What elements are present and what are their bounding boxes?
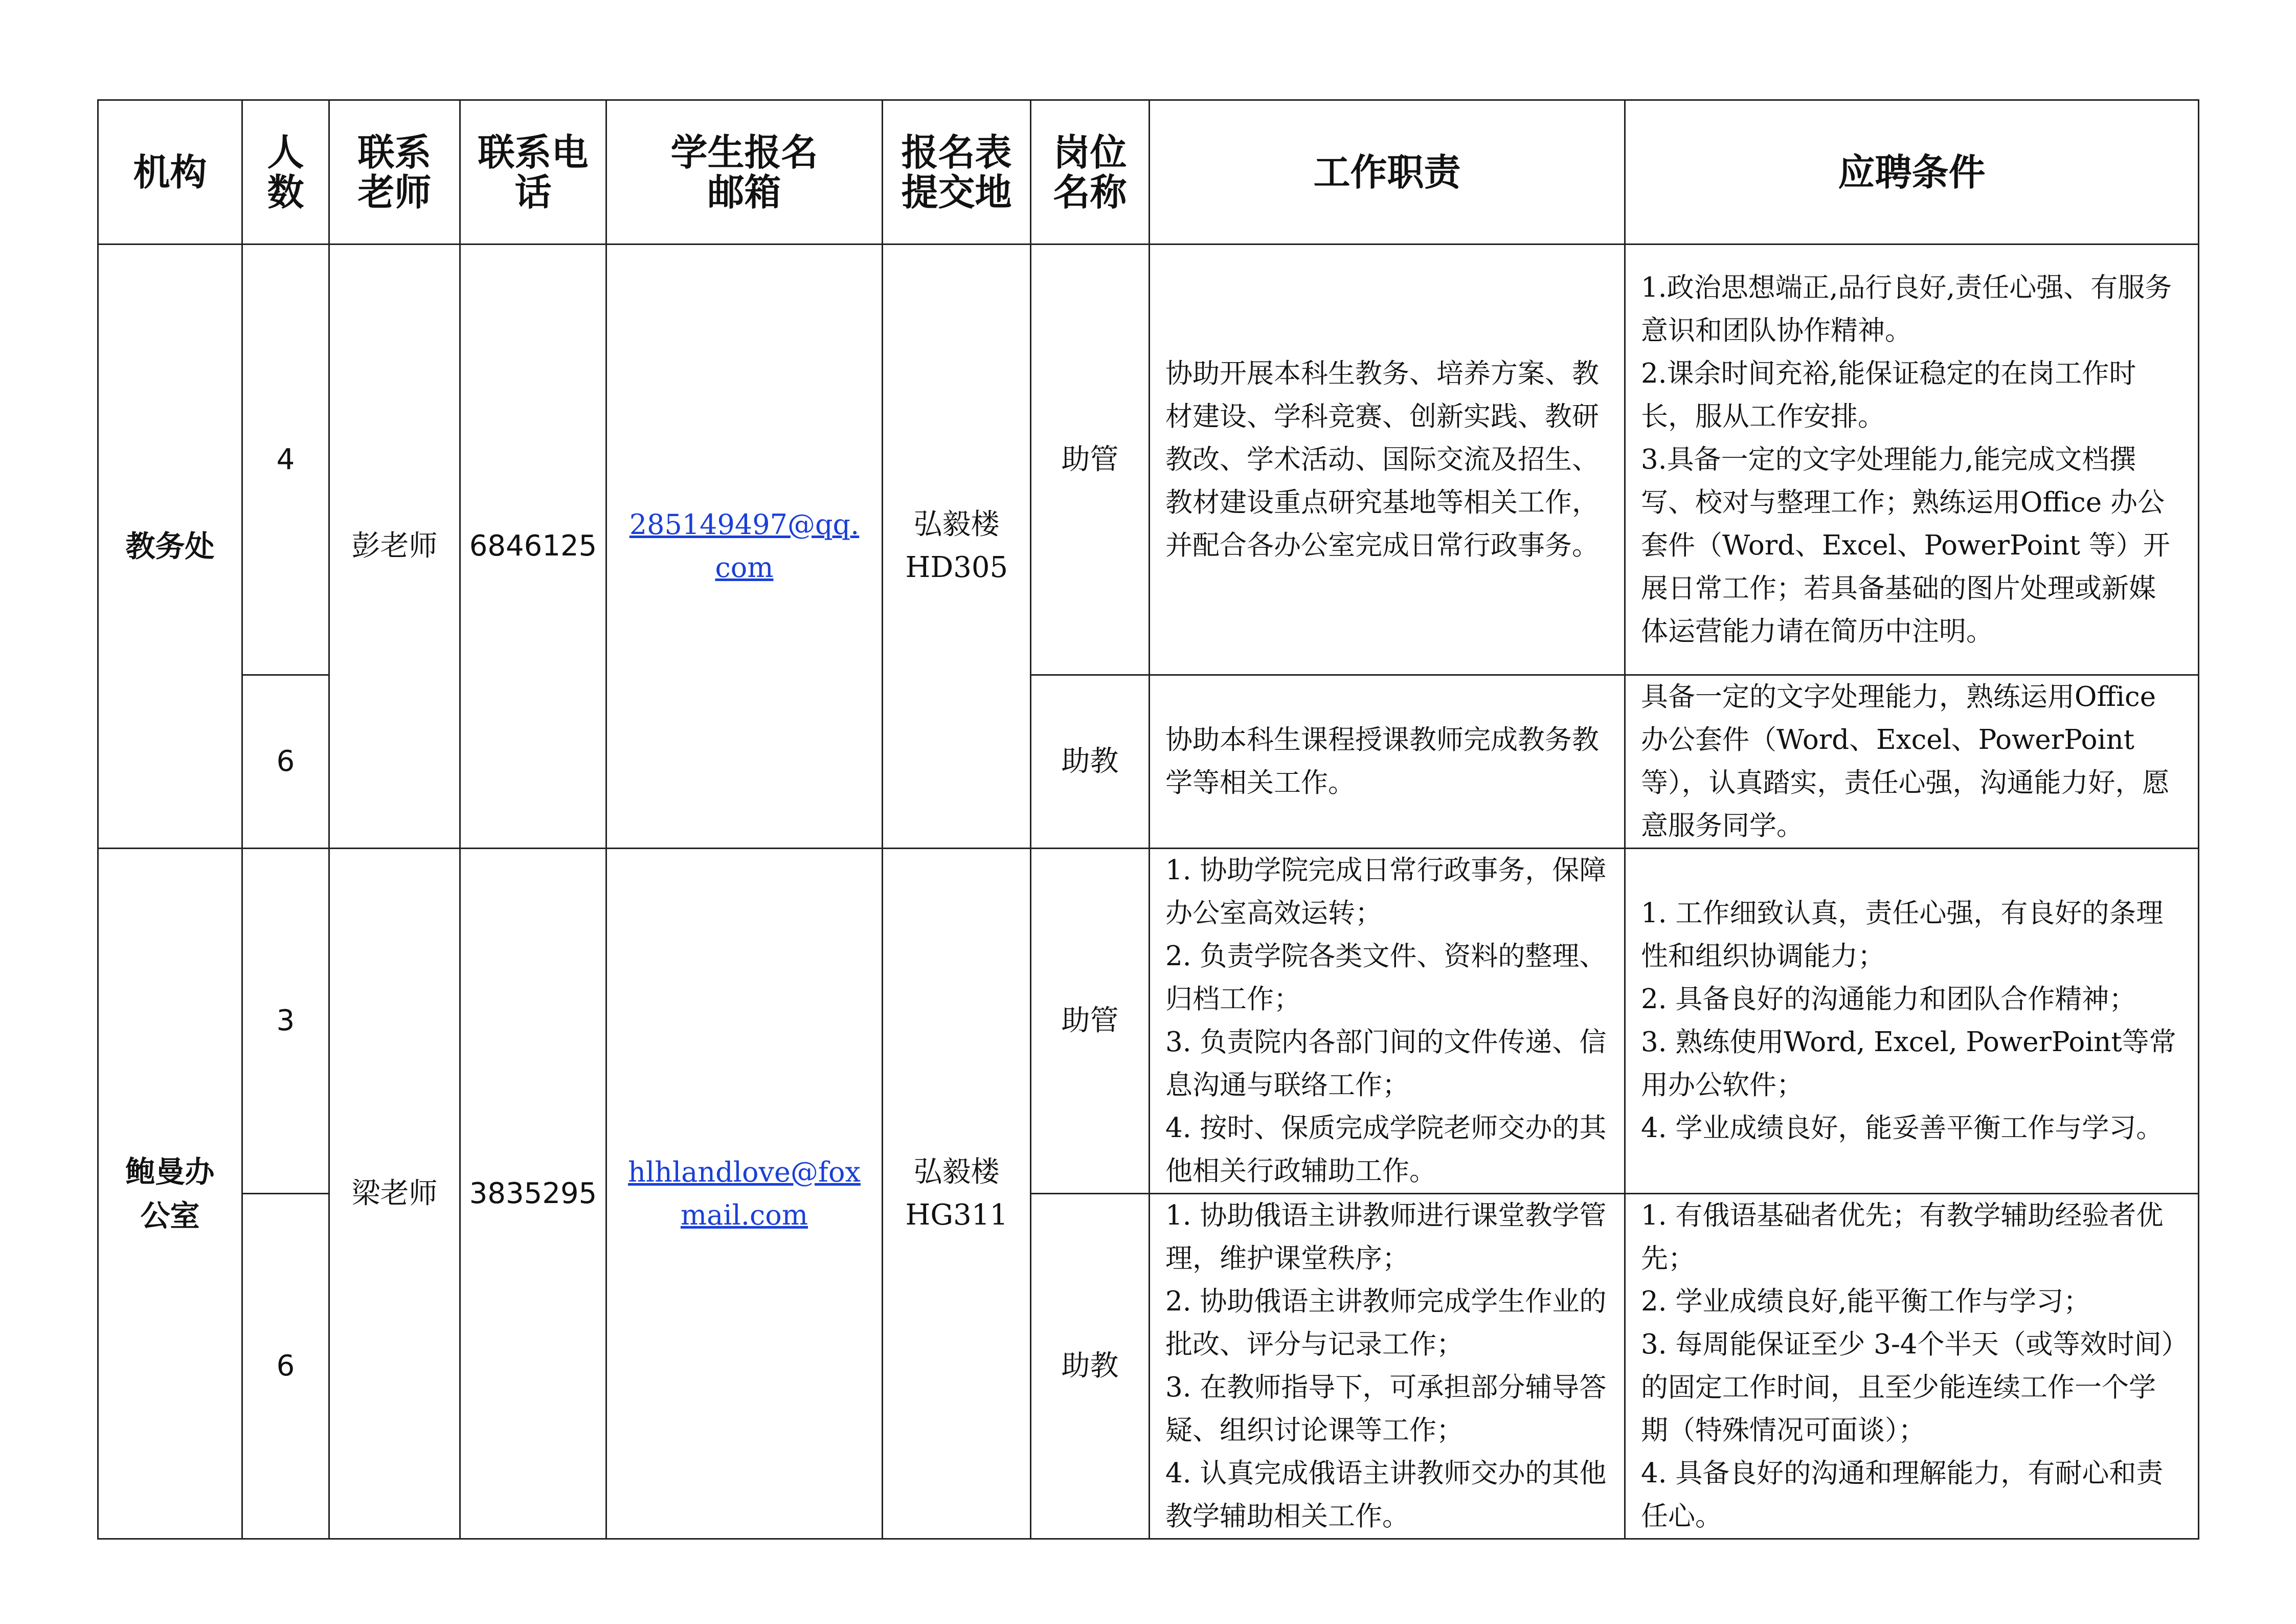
requirement-item: 1.政治思想端正,品行良好,责任心强、有服务意识和团队协作精神。 bbox=[1641, 272, 2172, 346]
header-email: 学生报名邮箱 bbox=[606, 100, 883, 244]
requirement-item: 1. 有俄语基础者优先；有教学辅助经验者优先； bbox=[1641, 1200, 2164, 1274]
header-row bbox=[98, 100, 2199, 244]
org-name: 教务处 bbox=[98, 244, 242, 849]
duty-item: 1. 协助俄语主讲教师进行课堂教学管理，维护课堂秩序； bbox=[1165, 1200, 1607, 1274]
table-row bbox=[98, 244, 2199, 675]
requirement-item: 具备一定的文字处理能力，熟练运用Office 办公套件（Word、Excel、PowerPoint 等），认真踏实，责任心强，沟通能力好，愿意服务同学。 bbox=[1641, 681, 2170, 841]
requirement-item: 1. 工作细致认真，责任心强，有良好的条理性和组织协调能力； bbox=[1641, 898, 2164, 972]
duty-item: 4. 认真完成俄语主讲教师交办的其他教学辅助相关工作。 bbox=[1165, 1458, 1607, 1532]
requirement-item: 3. 每周能保证至少 3-4个半天（或等效时间）的固定工作时间，且至少能连续工作一个学期（特殊情况可面谈）； bbox=[1641, 1329, 2175, 1446]
job-table bbox=[97, 99, 2199, 1540]
job-requirements bbox=[1625, 849, 2199, 1194]
duty-item: 1. 协助学院完成日常行政事务，保障办公室高效运转； bbox=[1165, 855, 1607, 929]
table-row bbox=[98, 849, 2199, 1194]
signup-email-link[interactable]: 285149497@qq.com bbox=[606, 244, 883, 849]
job-duties bbox=[1150, 1194, 1625, 1539]
position-name: 助教 bbox=[1031, 675, 1150, 849]
position-count: 3 bbox=[242, 849, 329, 1194]
submit-location: 弘毅楼HD305 bbox=[883, 244, 1031, 849]
requirement-item: 2. 具备良好的沟通能力和团队合作精神； bbox=[1641, 984, 2136, 1015]
position-count: 6 bbox=[242, 675, 329, 849]
header-position: 岗位名称 bbox=[1031, 100, 1150, 244]
position-name: 助教 bbox=[1031, 1194, 1150, 1539]
header-requirements: 应聘条件 bbox=[1625, 100, 2199, 244]
header-org: 机构 bbox=[98, 100, 242, 244]
requirement-item: 3. 熟练使用Word, Excel, PowerPoint等常用办公软件； bbox=[1641, 1027, 2176, 1101]
duty-item: 2. 负责学院各类文件、资料的整理、归档工作； bbox=[1165, 941, 1607, 1015]
requirement-item: 4. 学业成绩良好，能妥善平衡工作与学习。 bbox=[1641, 1113, 2164, 1144]
duty-item: 4. 按时、保质完成学院老师交办的其他相关行政辅助工作。 bbox=[1165, 1113, 1607, 1187]
header-location: 报名表提交地 bbox=[883, 100, 1031, 244]
position-count: 6 bbox=[242, 1194, 329, 1539]
submit-location: 弘毅楼HG311 bbox=[883, 849, 1031, 1539]
job-requirements bbox=[1625, 244, 2199, 675]
header-teacher: 联系老师 bbox=[329, 100, 460, 244]
requirement-item: 4. 具备良好的沟通和理解能力，有耐心和责任心。 bbox=[1641, 1458, 2164, 1532]
position-name: 助管 bbox=[1031, 244, 1150, 675]
contact-phone: 6846125 bbox=[460, 244, 606, 849]
requirement-item: 2.课余时间充裕,能保证稳定的在岗工作时长，服从工作安排。 bbox=[1641, 358, 2136, 432]
duty-item: 2. 协助俄语主讲教师完成学生作业的批改、评分与记录工作； bbox=[1165, 1286, 1607, 1360]
position-name: 助管 bbox=[1031, 849, 1150, 1194]
signup-email-link[interactable]: hlhlandlove@foxmail.com bbox=[606, 849, 883, 1539]
requirement-item: 3.具备一定的文字处理能力,能完成文档撰写、校对与整理工作；熟练运用Office 办公套件（Word、Excel、PowerPoint 等）开展日常工作；若具备基础的图片处理或新媒体运营能力请在简历中注明。 bbox=[1641, 443, 2170, 647]
contact-teacher: 梁老师 bbox=[329, 849, 460, 1539]
header-phone: 联系电话 bbox=[460, 100, 606, 244]
org-name: 鲍曼办公室 bbox=[98, 849, 242, 1539]
contact-phone: 3835295 bbox=[460, 849, 606, 1539]
duty-item: 3. 负责院内各部门间的文件传递、信息沟通与联络工作； bbox=[1165, 1027, 1607, 1101]
position-count: 4 bbox=[242, 244, 329, 675]
job-duties bbox=[1150, 849, 1625, 1194]
contact-teacher: 彭老师 bbox=[329, 244, 460, 849]
header-duties: 工作职责 bbox=[1150, 100, 1625, 244]
header-count: 人数 bbox=[242, 100, 329, 244]
job-requirements bbox=[1625, 1194, 2199, 1539]
job-duties: 协助开展本科生教务、培养方案、教材建设、学科竞赛、创新实践、教研教改、学术活动、国际交流及招生、教材建设重点研究基地等相关工作，并配合各办公室完成日常行政事务。 bbox=[1150, 244, 1625, 675]
job-requirements bbox=[1625, 675, 2199, 849]
job-duties: 协助本科生课程授课教师完成教务教学等相关工作。 bbox=[1150, 675, 1625, 849]
duty-item: 3. 在教师指导下，可承担部分辅导答疑、组织讨论课等工作； bbox=[1165, 1372, 1607, 1446]
requirement-item: 2. 学业成绩良好,能平衡工作与学习； bbox=[1641, 1286, 2091, 1317]
